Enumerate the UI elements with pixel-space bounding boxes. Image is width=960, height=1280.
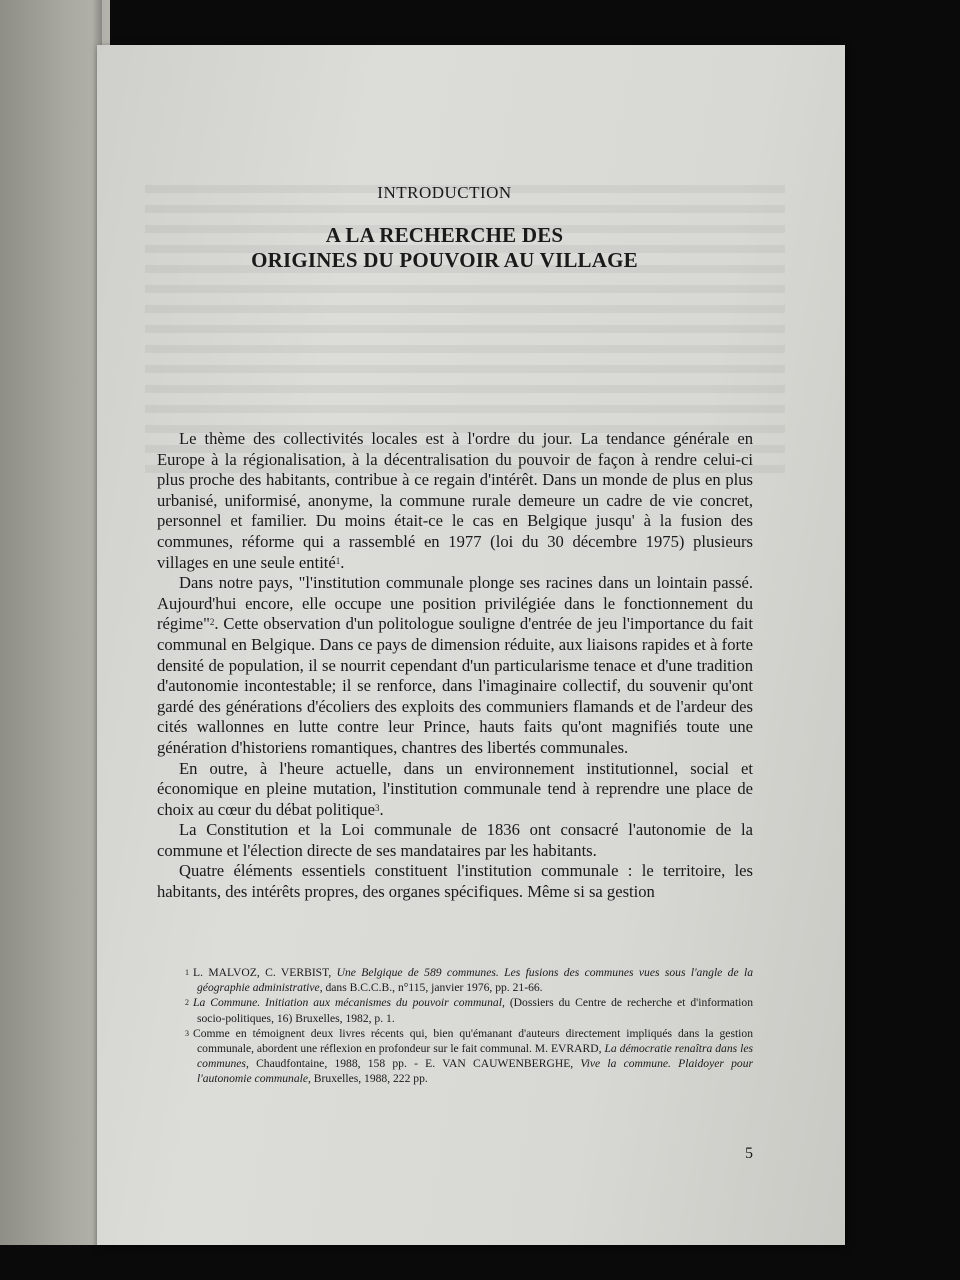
- footnote-title: Vive la commune. Plaidoyer pour l'autonomie communale: [197, 1057, 754, 1086]
- footnote-title: La Commune. Initiation aux mécanismes du pouvoir communal: [193, 996, 502, 1010]
- title-line-2: ORIGINES DU POUVOIR AU VILLAGE: [251, 248, 638, 272]
- footnote-3: [185, 1026, 753, 1087]
- footnote-number: 3: [185, 1028, 189, 1038]
- page-number: 5: [745, 1145, 753, 1162]
- footnote-number: 1: [185, 968, 189, 977]
- footnote-rest: , (Dossiers du Centre de recherche et d'information socio-politiques, 16) Bruxelles, 1982, p. 1.: [197, 996, 753, 1025]
- paragraph-text: Le thème des collectivités locales est à l'ordre du jour. La tendance générale en Europe à la régionalisation, à la décentralisation du pouvoir de façon à rendre celui-ci plus proche des habitants, contribue à ce regain d'intérêt. Dans un monde de plus en plus urbanisé, uniformisé, anonyme, la commune rurale demeure un cadre de vie concret, personnel et familier. Du moins était-ce le cas en Belgique jusqu' à la fusion des communes, réforme qui a rassemblé en 1977 (loi du 30 décembre 1975) plusieurs villages en une seule entité: [157, 429, 753, 572]
- paragraph-4: La Constitution et la Loi communale de 1836 ont consacré l'autonomie de la commune et l'élection directe de ses mandataires par les habitants.: [157, 820, 753, 860]
- title-line-1: A LA RECHERCHE DES: [325, 223, 564, 247]
- paragraph-1: [157, 429, 753, 573]
- footnote-rest: , dans B.C.C.B., n°115, janvier 1976, pp. 21-66.: [319, 981, 543, 995]
- footnote-text: , Bruxelles, 1988, 222 pp.: [308, 1072, 428, 1086]
- paragraph-5: Quatre éléments essentiels constituent l'institution communale : le territoire, les habitants, des intérêts propres, des organes spécifiques. Même si sa gestion: [157, 861, 753, 902]
- paragraph-2: [157, 573, 753, 758]
- footnote-author: L. MALVOZ, C. VERBIST,: [193, 966, 337, 979]
- chapter-kicker: INTRODUCTION: [377, 183, 512, 202]
- footnote-2: [185, 995, 753, 1025]
- paragraph-3: [157, 759, 753, 821]
- footnote-title: La démocratie renaîtra dans les communes: [197, 1042, 753, 1071]
- footnote-ref: 2: [209, 617, 215, 628]
- paragraph-text: Dans notre pays, "l'institution communale plonge ses racines dans un lointain passé. Aujourd'hui encore, elle occupe une position privilégiée dans le fonctionnement du régime": [157, 573, 753, 634]
- paragraph-continuation: . Cette observation d'un politologue souligne d'entrée de jeu l'importance du fait communal en Belgique. Dans ce pays de dimension réduite, aux liaisons rapides et à forte densité de population, il se nourrit cependant d'un particularisme tenace et d'une tradition d'autonomie incontestable; il se renforce, dans l'imaginaire collectif, du souvenir qu'ont gardé des générations d'écoliers des exploits des communiers flamands et de l'ardeur des cités wallonnes en lutte contre leur Prince, hauts faits qu'ont magnifiés toute une génération d'historiens romantiques, chantres des libertés communales.: [157, 614, 753, 757]
- paragraph-end: .: [340, 552, 345, 572]
- footnote-text: Comme en témoignent deux livres récents qui, bien qu'émanant d'auteurs directement impliqués dans la gestion communale, abordent une réflexion en profondeur sur le fait communal. M. EVRARD,: [193, 1026, 753, 1056]
- paragraph-end: .: [379, 799, 384, 819]
- book-page: [97, 45, 845, 1245]
- paragraph-text: En outre, à l'heure actuelle, dans un environnement institutionnel, social et économique en pleine mutation, l'institution communale tend à reprendre une place de choix au cœur du débat politique: [157, 758, 753, 819]
- footnote-number: 2: [185, 998, 189, 1008]
- footnote-1: [185, 965, 753, 995]
- footnotes: [185, 965, 753, 1087]
- footnote-ref: 1: [335, 555, 341, 566]
- footnote-ref: 3: [374, 802, 380, 813]
- chapter-title: [97, 223, 792, 273]
- footnote-title: Une Belgique de 589 communes. Les fusions des communes vues sous l'angle de la géographie administrative: [197, 966, 753, 995]
- body-text: [157, 429, 753, 903]
- footnote-text: , Chaudfontaine, 1988, 158 pp. - E. VAN CAUWENBERGHE,: [245, 1057, 581, 1071]
